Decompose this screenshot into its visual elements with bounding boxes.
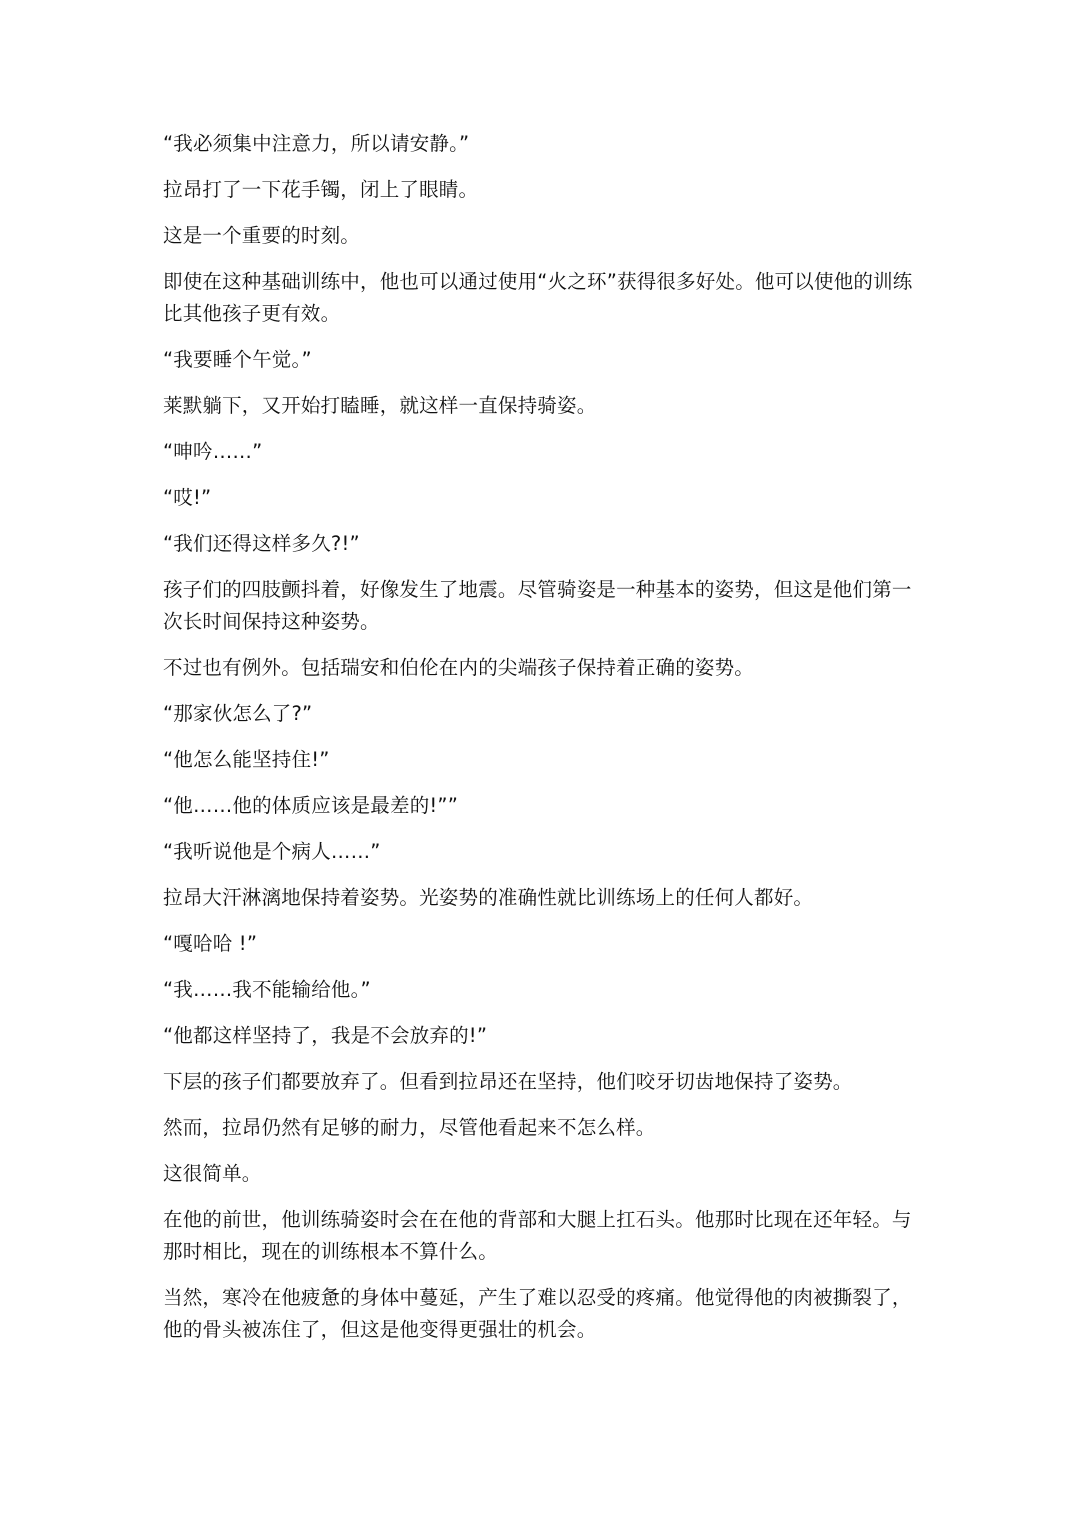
- paragraph-9: “我们还得这样多久?!”: [163, 532, 360, 555]
- paragraph-2: 拉昂打了一下花手镯，闭上了眼睛。: [163, 178, 479, 201]
- paragraph-15: “我听说他是个病人……”: [163, 840, 381, 863]
- paragraph-3: 这是一个重要的时刻。: [163, 224, 361, 247]
- paragraph-10: 孩子们的四肢颤抖着，好像发生了地震。尽管骑姿是一种基本的姿势，但这是他们第一次长时间保持这种姿势。: [163, 578, 912, 633]
- paragraph-7: “呻吟……”: [163, 440, 263, 463]
- paragraph-18: “我……我不能输给他。”: [163, 978, 371, 1001]
- paragraph-1: “我必须集中注意力，所以请安静。”: [163, 132, 470, 155]
- paragraph-24: 当然，寒冷在他疲惫的身体中蔓延，产生了难以忍受的疼痛。他觉得他的肉被撕裂了，他的骨头被冻住了，但这是他变得更强壮的机会。: [163, 1286, 912, 1341]
- paragraph-11: 不过也有例外。包括瑞安和伯伦在内的尖端孩子保持着正确的姿势。: [163, 656, 755, 679]
- paragraph-5: “我要睡个午觉。”: [163, 348, 312, 371]
- paragraph-22: 这很简单。: [163, 1162, 262, 1185]
- paragraph-6: 莱默躺下，又开始打瞌睡，就这样一直保持骑姿。: [163, 394, 597, 417]
- paragraph-23: 在他的前世，他训练骑姿时会在在他的背部和大腿上扛石头。他那时比现在还年轻。与那时相比，现在的训练根本不算什么。: [163, 1208, 912, 1263]
- paragraph-12: “那家伙怎么了?”: [163, 702, 313, 725]
- paragraph-4: 即使在这种基础训练中，他也可以通过使用“火之环”获得很多好处。他可以使他的训练比其他孩子更有效。: [163, 270, 913, 325]
- paragraph-8: “哎!”: [163, 486, 212, 509]
- paragraph-19: “他都这样坚持了，我是不会放弃的!”: [163, 1024, 488, 1047]
- paragraph-16: 拉昂大汗淋漓地保持着姿势。光姿势的准确性就比训练场上的任何人都好。: [163, 886, 814, 909]
- paragraph-21: 然而，拉昂仍然有足够的耐力，尽管他看起来不怎么样。: [163, 1116, 656, 1139]
- paragraph-17: “嘎哈哈 !”: [163, 932, 258, 955]
- document-body: [163, 128, 923, 1360]
- paragraph-14: “他……他的体质应该是最差的!””: [163, 794, 459, 817]
- paragraph-13: “他怎么能坚持住!”: [163, 748, 330, 771]
- paragraph-20: 下层的孩子们都要放弃了。但看到拉昂还在坚持，他们咬牙切齿地保持了姿势。: [163, 1070, 853, 1093]
